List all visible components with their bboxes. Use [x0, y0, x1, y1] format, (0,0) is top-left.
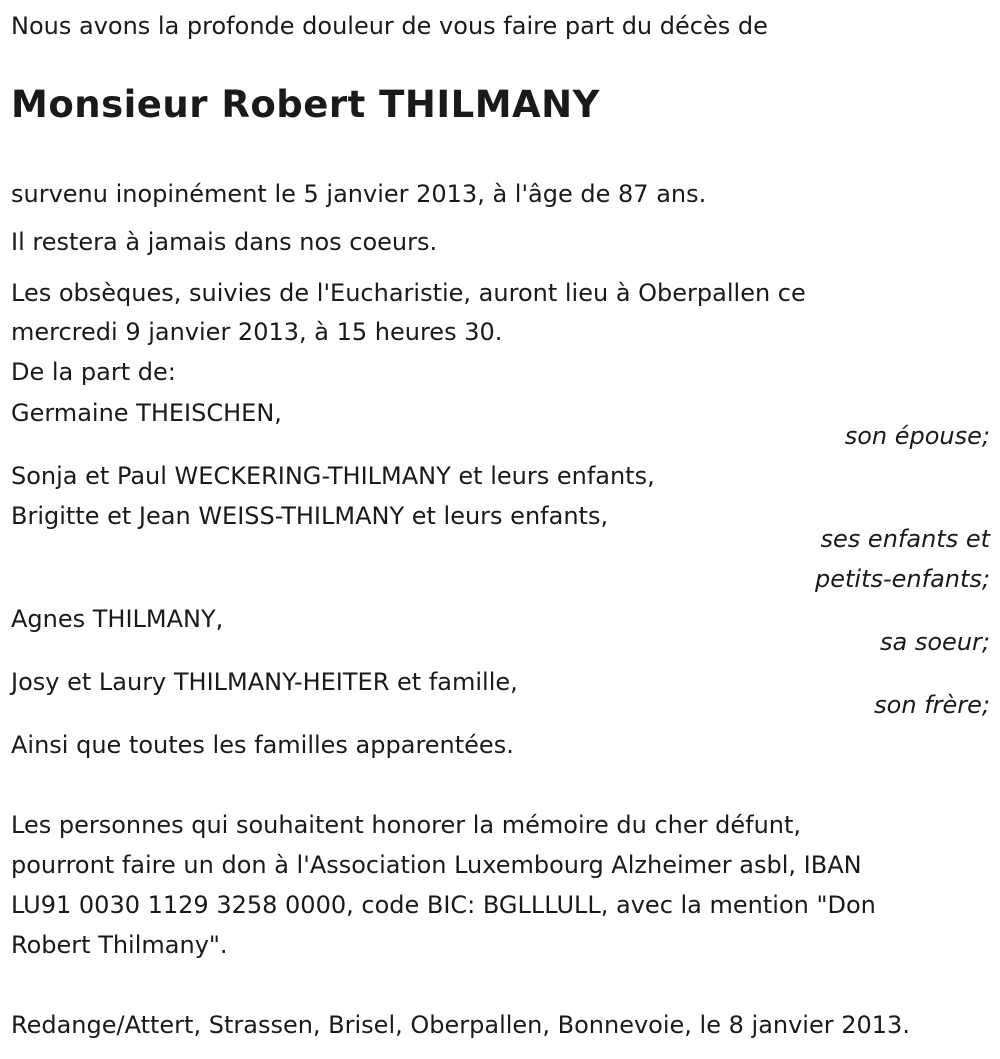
donation-line4: Robert Thilmany". — [11, 931, 228, 959]
funeral-info-line1: Les obsèques, suivies de l'Eucharistie, auront lieu à Oberpallen ce — [11, 279, 806, 307]
children-relation-line2: petits-enfants; — [815, 565, 990, 593]
brother-family: Josy et Laury THILMANY-HEITER et famille, — [11, 668, 518, 696]
spouse-name: Germaine THEISCHEN, — [11, 399, 282, 427]
donation-line2: pourront faire un don à l'Association Luxembourg Alzheimer asbl, IBAN — [11, 851, 862, 879]
spouse-relation: son épouse; — [844, 422, 990, 450]
from-label: De la part de: — [11, 358, 176, 386]
relatives-line: Ainsi que toutes les familles apparentées. — [11, 731, 514, 759]
deceased-name: Monsieur Robert THILMANY — [11, 83, 600, 126]
sister-name: Agnes THILMANY, — [11, 605, 224, 633]
intro-text: Nous avons la profonde douleur de vous faire part du décès de — [11, 12, 768, 40]
death-info: survenu inopinément le 5 janvier 2013, à l'âge de 87 ans. — [11, 180, 707, 208]
memory-line: Il restera à jamais dans nos coeurs. — [11, 228, 438, 256]
places-date: Redange/Attert, Strassen, Brisel, Oberpallen, Bonnevoie, le 8 janvier 2013. — [11, 1011, 910, 1039]
sister-relation: sa soeur; — [880, 628, 990, 656]
child-family-2: Brigitte et Jean WEISS-THILMANY et leurs enfants, — [11, 502, 609, 530]
children-relation-line1: ses enfants et — [820, 525, 990, 553]
funeral-info-line2: mercredi 9 janvier 2013, à 15 heures 30. — [11, 318, 503, 346]
donation-line1: Les personnes qui souhaitent honorer la mémoire du cher défunt, — [11, 811, 802, 839]
brother-relation: son frère; — [874, 691, 990, 719]
donation-line3: LU91 0030 1129 3258 0000, code BIC: BGLLLULL, avec la mention "Don — [11, 891, 876, 919]
child-family-1: Sonja et Paul WECKERING-THILMANY et leurs enfants, — [11, 462, 655, 490]
